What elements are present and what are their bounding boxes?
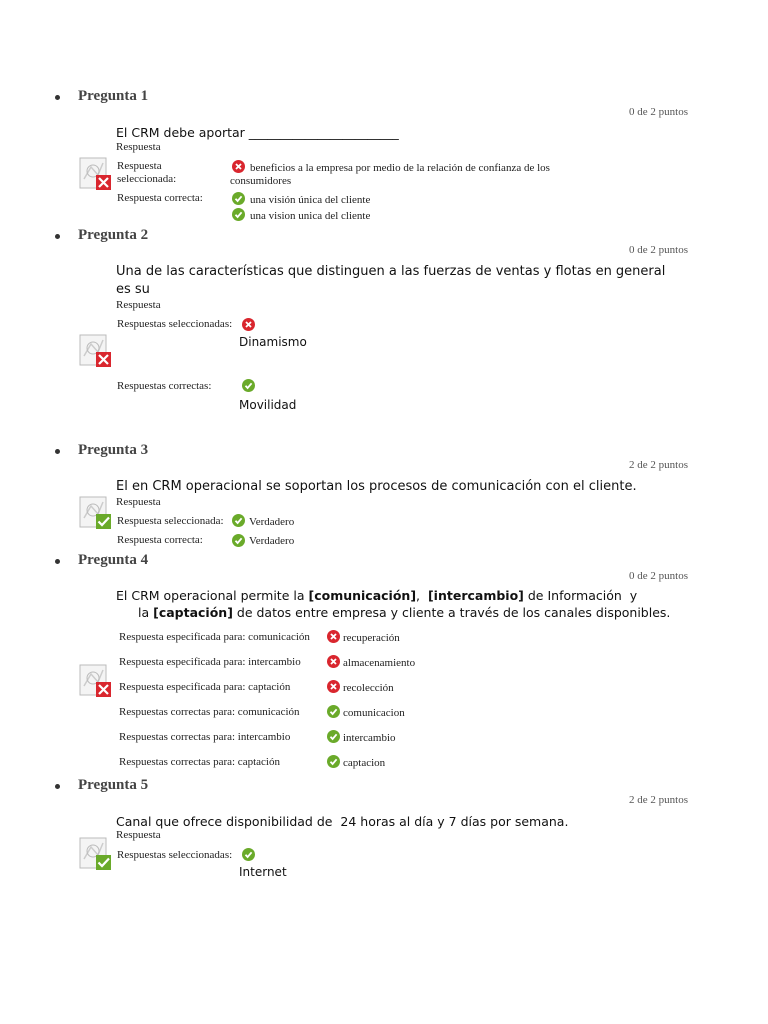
selected-label: Respuesta [117, 160, 162, 172]
selected-label: Respuestas seleccionadas: [117, 318, 233, 330]
question-score: 2 de 2 puntos [629, 794, 688, 806]
question-statement: El CRM debe aportar ________________________ [116, 125, 399, 140]
answer-row-label: Respuesta especificada para: comunicación [119, 631, 310, 643]
correct-answer: una vision unica del cliente [250, 210, 371, 222]
answer-row-label: Respuesta especificada para: captación [119, 681, 291, 693]
answer-row-label: Respuestas correctas para: captación [119, 756, 280, 768]
check-icon [327, 730, 340, 743]
wrong-icon [327, 630, 340, 643]
selected-answer: Verdadero [249, 516, 295, 528]
answer-row-label: Respuesta especificada para: intercambio [119, 656, 301, 668]
question-title: Pregunta 3 [78, 442, 149, 458]
bullet [55, 234, 60, 239]
check-icon [232, 208, 245, 221]
question-statement: Canal que ofrece disponibilidad de 24 horas al día y 7 días por semana. [116, 814, 569, 829]
bullet [55, 449, 60, 454]
check-icon [232, 192, 245, 205]
respuesta-label: Respuesta [116, 141, 161, 153]
selected-label: seleccionada: [117, 173, 177, 185]
incorrect-status-icon [79, 664, 113, 698]
respuesta-label: Respuesta [116, 299, 161, 311]
selected-label: Respuestas seleccionadas: [117, 849, 233, 861]
selected-answer: Internet [239, 865, 287, 879]
question-score: 2 de 2 puntos [629, 459, 688, 471]
blank-captacion: [captación] [153, 605, 233, 620]
incorrect-status-icon [79, 334, 113, 368]
check-icon [232, 534, 245, 547]
question-statement: El en CRM operacional se soportan los procesos de comunicación con el cliente. [116, 479, 637, 494]
question-title: Pregunta 2 [78, 227, 149, 243]
check-icon [327, 705, 340, 718]
question-statement: es su [116, 282, 150, 297]
correct-status-icon [79, 496, 113, 530]
correct-answer: Verdadero [249, 535, 295, 547]
check-icon [327, 755, 340, 768]
blank-intercambio: [intercambio] [427, 588, 524, 603]
wrong-icon [242, 318, 255, 331]
correct-status-icon [79, 837, 113, 871]
selected-answer: Dinamismo [239, 335, 307, 349]
answer-row-value: comunicacion [343, 707, 405, 719]
bullet [55, 784, 60, 789]
answer-row-value: captacion [343, 757, 386, 769]
question-statement: El CRM operacional permite la [comunicación], [intercambio] de Información y [116, 588, 638, 603]
question-statement: la [captación] de datos entre empresa y cliente a través de los canales disponibles. [138, 605, 671, 620]
check-icon [232, 514, 245, 527]
check-icon [242, 379, 255, 392]
bullet [55, 95, 60, 100]
wrong-icon [327, 655, 340, 668]
question-score: 0 de 2 puntos [629, 244, 688, 256]
bullet [55, 559, 60, 564]
selected-label: Respuesta seleccionada: [117, 515, 224, 527]
correct-answer: una visión única del cliente [250, 194, 371, 206]
question-score: 0 de 2 puntos [629, 106, 688, 118]
correct-answer: Movilidad [239, 398, 297, 412]
correct-label: Respuesta correcta: [117, 192, 203, 204]
incorrect-status-icon [79, 157, 113, 191]
question-statement: Una de las características que distinguen a las fuerzas de ventas y flotas en general [116, 264, 666, 279]
correct-label: Respuesta correcta: [117, 534, 203, 546]
answer-row-value: recolección [343, 682, 394, 694]
selected-answer: beneficios a la empresa por medio de la relación de confianza de los consumidores [230, 162, 550, 187]
question-title: Pregunta 4 [78, 552, 149, 568]
respuesta-label: Respuesta [116, 496, 161, 508]
respuesta-label: Respuesta [116, 829, 161, 841]
wrong-icon [327, 680, 340, 693]
answer-row-label: Respuestas correctas para: intercambio [119, 731, 291, 743]
question-title: Pregunta 5 [78, 777, 149, 793]
answer-row-value: recuperación [343, 632, 400, 644]
answer-row-label: Respuestas correctas para: comunicación [119, 706, 300, 718]
blank-comunicacion: [comunicación] [308, 588, 417, 603]
check-icon [242, 848, 255, 861]
answer-row-value: almacenamiento [343, 657, 416, 669]
question-title: Pregunta 1 [78, 88, 149, 104]
question-score: 0 de 2 puntos [629, 570, 688, 582]
correct-label: Respuestas correctas: [117, 380, 212, 392]
answer-row-value: intercambio [343, 732, 396, 744]
